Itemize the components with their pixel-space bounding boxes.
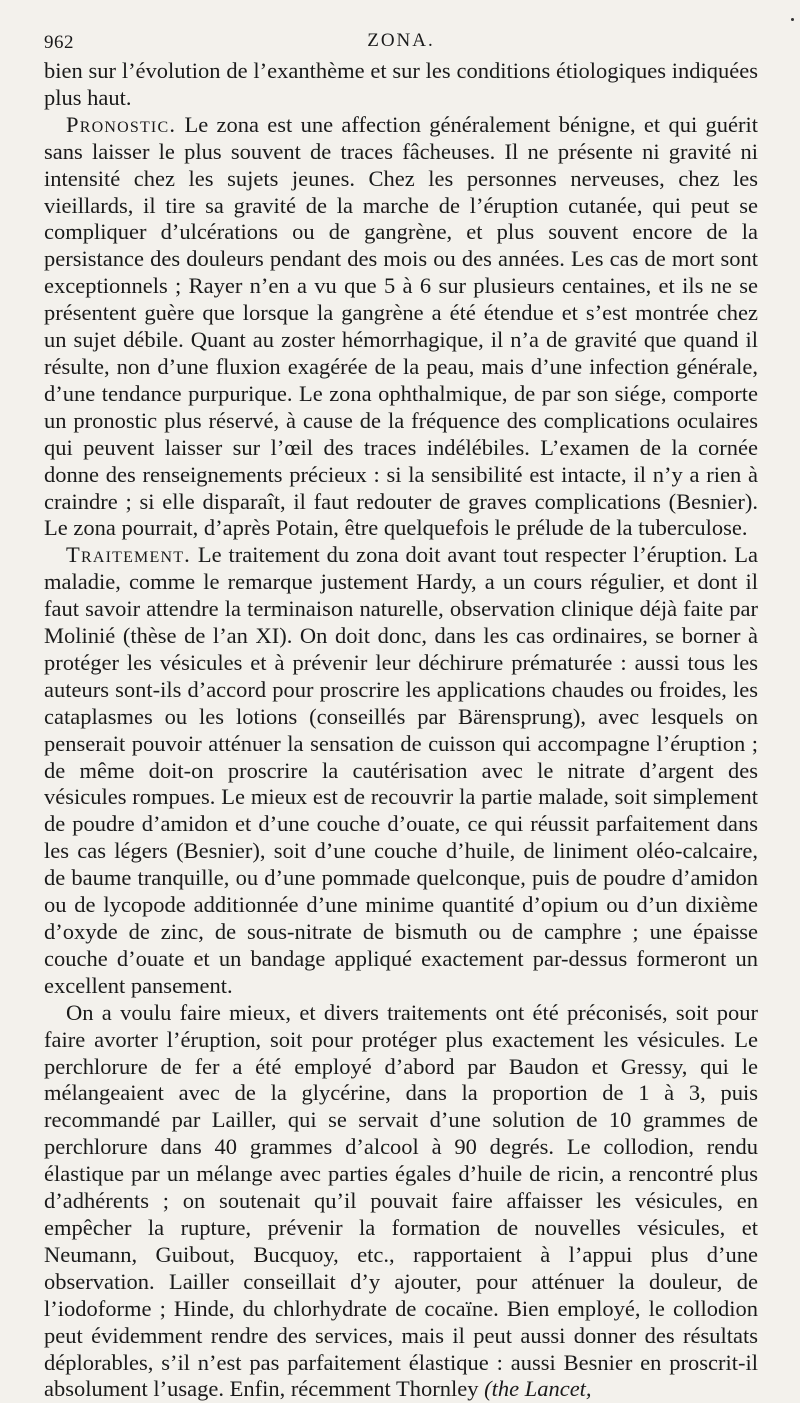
paragraph-continuation	[44, 58, 758, 112]
running-title: ZONA.	[367, 30, 435, 51]
paragraph-text: On a voulu faire mieux, et divers traitements ont été préconisés, soit pour faire avorter l’éruption, soit pour protéger plus exactement les vésicules. Le perchlorure de fer a été employé d’abord par Baudon et Gressy, qui le mélangeaient avec de la glycérine, dans la proportion de 1 à 3, puis recommandé par Lailler, qui se servait d’une solution de 10 grammes de perchlorure dans 40 grammes d’alcool à 90 degrés. Le collodion, rendu élastique par un mélange avec parties égales d’huile de ricin, a rencontré plus d’adhérents ; on soutenait qu’il pouvait faire affaisser les vésicules, en empêcher la rupture, prévenir la formation de nouvelles vésicules, et Neumann, Guibout, Bucquoy, etc., rapportaient à l’appui plus d’une observation. Lailler conseillait d’y ajouter, pour atténuer la douleur, de l’iodoforme ; Hinde, du chlorhydrate de cocaïne. Bien employé, le collodion peut évidemment rendre des services, mais il peut aussi donner des résultats déplorables, s’il n’est pas parfaitement élastique : aussi Besnier en proscrit-il absolument l’usage. Enfin, récemment Thornley	[44, 999, 758, 1402]
journal-citation: (the Lancet,	[484, 1376, 592, 1402]
section-heading-traitement: Traitement.	[66, 542, 191, 568]
section-heading-pronostic: Pronostic.	[66, 111, 177, 137]
paragraph-text: bien sur l’évolution de l’exanthème et sur les conditions étiologiques indiquées plus haut.	[44, 58, 758, 110]
paragraph-traitements-divers	[44, 1000, 758, 1403]
paragraph-traitement	[44, 542, 758, 999]
paragraph-text: Le traitement du zona doit avant tout respecter l’éruption. La maladie, comme le remarque justement Hardy, a un cours régulier, et dont il faut savoir attendre la terminaison naturelle, observation clinique déjà faite par Molinié (thèse de l’an XI). On doit donc, dans les cas ordinaires, se borner à protéger les vésicules et à prévenir leur déchirure prématurée : aussi tous les auteurs sont-ils d’accord pour proscrire les applications chaudes ou froides, les cataplasmes ou les lotions (conseillés par Bärensprung), avec lesquels on penserait pouvoir atténuer la sensation de cuisson qui accompagne l’éruption ; de même doit-on proscrire la cautérisation avec le nitrate d’argent des vésicules rompues. Le mieux est de recouvrir la partie malade, soit simplement de poudre d’amidon et d’une couche d’ouate, ce qui réussit parfaitement dans les cas légers (Besnier), soit d’une couche d’huile, de liniment oléo-calcaire, de baume tranquille, ou d’une pommade quelconque, puis de poudre d’amidon ou de lycopode additionnée d’une minime quantité d’opium ou d’un dixième d’oxyde de zinc, de sous-nitrate de bismuth ou de camphre ; une épaisse couche d’ouate et un bandage appliqué exactement par-dessus formeront un excellent pansement.	[44, 542, 759, 998]
paragraph-text: Le zona est une affection généralement bénigne, et qui guérit sans laisser le plus souvent de traces fâcheuses. Il ne présente ni gravité ni intensité chez les sujets jeunes. Chez les personnes nerveuses, chez les vieillards, il tire sa gravité de la marche de l’éruption cutanée, qui peut se compliquer d’ulcérations ou de gangrène, et plus souvent encore de la persistance des douleurs pendant des mois ou des années. Les cas de mort sont exceptionnels ; Rayer n’en a vu que 5 à 6 sur plusieurs centaines, et ils ne se présentent guère que lorsque la gangrène a été étendue et s’est montrée chez un sujet débile. Quant au zoster hémorrhagique, il n’a de gravité que quand il résulte, non d’une fluxion exagérée de la peau, mais d’une infection générale, d’une tendance purpurique. Le zona ophthalmique, de par son siége, comporte un pronostic plus réservé, à cause de la fréquence des complications oculaires qui peuvent laisser sur l’œil des traces indélébiles. L’examen de la cornée donne des renseignements précieux : si la sensibilité est intacte, il n’y a rien à craindre ; si elle disparaît, il faut redouter de graves complications (Besnier). Le zona pourrait, d’après Potain, être quelquefois le prélude de la tuberculose.	[44, 111, 758, 541]
page-header	[44, 28, 758, 58]
page-number: 962	[44, 32, 74, 53]
body-text	[44, 58, 758, 1403]
paragraph-pronostic	[44, 112, 758, 543]
print-speck	[791, 18, 794, 21]
